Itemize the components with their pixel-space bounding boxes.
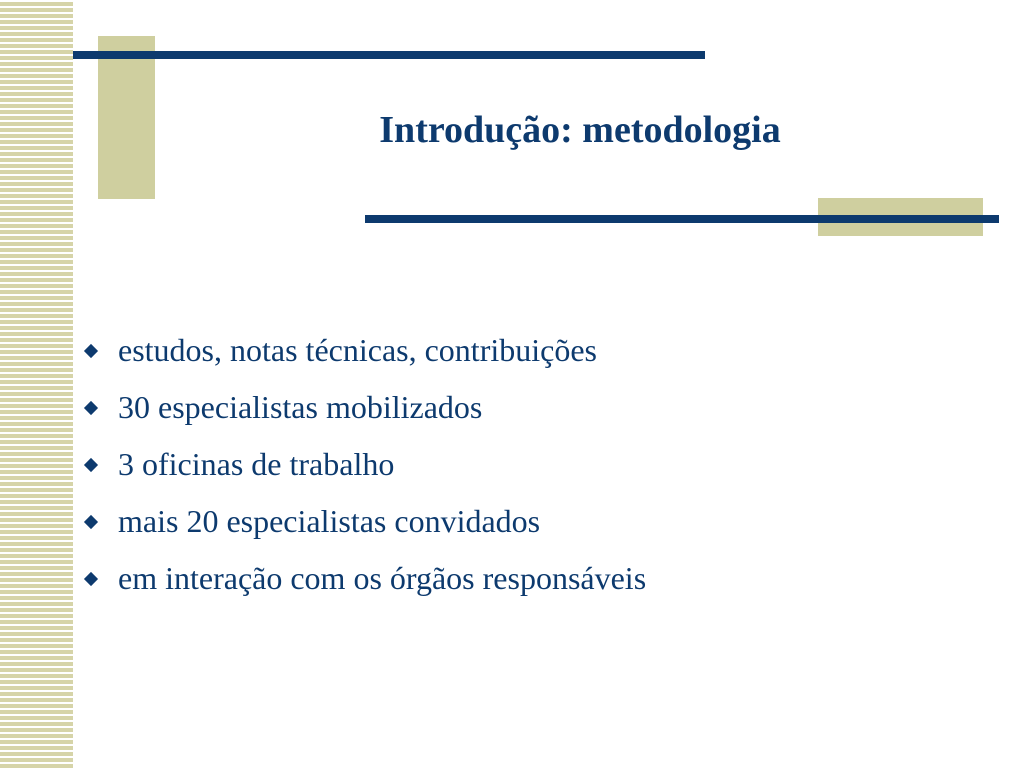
decorative-navy-line-bottom: [365, 215, 999, 223]
decorative-tan-block-top: [98, 36, 155, 199]
bullet-item: [82, 322, 646, 379]
diamond-bullet-icon: [84, 514, 98, 528]
bullet-text: estudos, notas técnicas, contribuições: [118, 332, 597, 368]
bullet-item: [82, 436, 646, 493]
bullet-text: em interação com os órgãos responsáveis: [118, 560, 647, 596]
bullet-list: [82, 322, 646, 607]
bullet-item: [82, 550, 646, 607]
bullet-item: [82, 379, 646, 436]
bullet-item: [82, 493, 646, 550]
diamond-bullet-icon: [84, 571, 98, 585]
diamond-bullet-icon: [84, 343, 98, 357]
bullet-text: 3 oficinas de trabalho: [118, 446, 395, 482]
diamond-bullet-icon: [84, 457, 98, 471]
decorative-navy-line-top: [73, 51, 705, 59]
left-stripe-pattern: [0, 0, 73, 768]
bullet-text: mais 20 especialistas convidados: [118, 503, 541, 539]
diamond-bullet-icon: [84, 400, 98, 414]
bullet-text: 30 especialistas mobilizados: [118, 389, 483, 425]
slide-title: Introdução: metodologia: [379, 109, 781, 151]
